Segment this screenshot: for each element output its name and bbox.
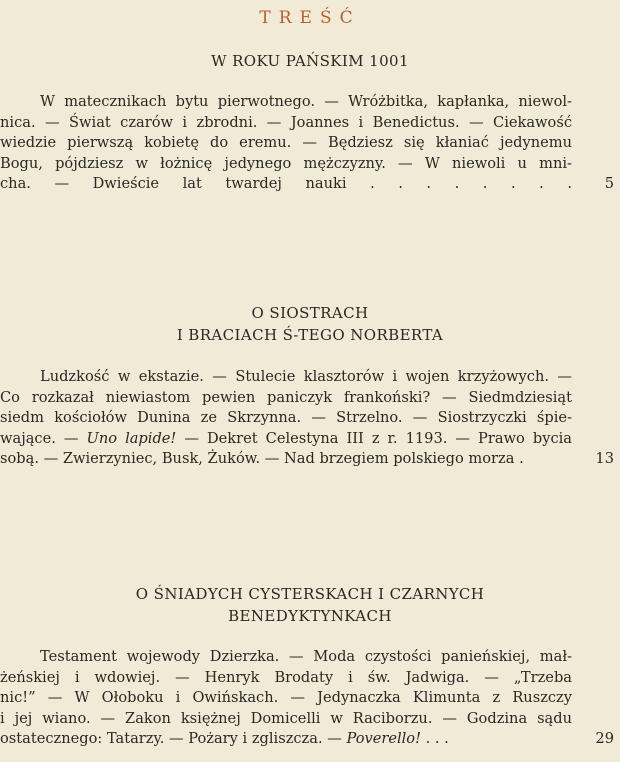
- summary-text: sobą. — Zwierzyniec, Busk, Żuków. — Nad brzegiem polskiego morza: [0, 450, 515, 467]
- page-title: TREŚĆ: [259, 8, 361, 28]
- summary-line: żeńskiej i wdowiej. — Henryk Brodaty i św. Jadwiga. — „Trzeba: [0, 668, 572, 686]
- summary-line: nic!” — W Ołoboku i Owińskach. — Jedynaczka Klimunta z Ruszczy: [0, 689, 572, 706]
- leader-dots: . . .: [425, 730, 449, 747]
- summary-line: [0, 729, 572, 750]
- summary-text: cha. — Dwieście lat twardej nauki: [0, 175, 347, 192]
- leader-dots: .: [519, 450, 524, 467]
- section-1-title: [0, 50, 620, 72]
- section-2-summary: [0, 367, 572, 470]
- summary-line: [0, 174, 572, 195]
- section-3-title: [0, 583, 620, 627]
- summary-line: Testament wojewody Dzierzka. — Moda czystości panieńskiej, mał-: [40, 648, 572, 665]
- section-3-title-line: BENEDYKTYNKACH: [228, 607, 392, 625]
- section-1-summary: [0, 92, 572, 195]
- summary-line: Co rozkazał niewiastom pewien paniczyk frankoński? — Siedmdziesiąt: [0, 388, 572, 406]
- summary-line: nica. — Świat czarów i zbrodni. — Joannes i Benedictus. — Ciekawość: [0, 113, 572, 131]
- section-2-title-line: O SIOSTRACH: [251, 304, 369, 322]
- section-1-page-number: 5: [604, 175, 614, 192]
- section-1-title-line: W ROKU PAŃSKIM 1001: [211, 52, 409, 70]
- section-2-title: [0, 302, 620, 346]
- summary-text-italic: Poverello!: [346, 730, 421, 747]
- leader-dots: . . . . . . . .: [370, 175, 573, 192]
- summary-line: siedm kościołów Dunina ze Skrzynna. — Strzelno. — Siostrzyczki śpie-: [0, 409, 572, 426]
- section-3-title-line: O ŚNIADYCH CYSTERSKACH I CZARNYCH: [135, 585, 485, 603]
- section-3-page-number: 29: [595, 730, 614, 747]
- section-2-page-number: 13: [595, 450, 614, 467]
- summary-line: i jej wiano. — Zakon księżnej Domicelli w Raciborzu. — Godzina sądu: [0, 709, 572, 727]
- summary-text-italic: Uno lapide!: [86, 429, 177, 447]
- summary-text: wające. —: [0, 429, 87, 447]
- summary-text: — Dekret Celestyna III z r. 1193. — Prawo bycia: [176, 429, 572, 447]
- summary-line: wiedzie pierwszą kobietę do eremu. — Będziesz się kłaniać jedynemu: [0, 134, 572, 151]
- summary-line: Ludzkość w ekstazie. — Stulecie klasztorów i wojen krzyżowych. —: [40, 368, 572, 385]
- summary-line: W matecznikach bytu pierwotnego. — Wróżbitka, kapłanka, niewol-: [40, 93, 572, 110]
- summary-line: [0, 449, 572, 470]
- summary-line: Bogu, pójdziesz w łożnicę jedynego mężczyzny. — W niewoli u mni-: [0, 154, 572, 172]
- summary-line: [0, 429, 572, 450]
- section-3-summary: [0, 647, 572, 750]
- section-2-title-line: I BRACIACH Ś-TEGO NORBERTA: [176, 326, 444, 344]
- summary-text: ostatecznego: Tatarzy. — Pożary i zgliszcza. —: [0, 730, 347, 747]
